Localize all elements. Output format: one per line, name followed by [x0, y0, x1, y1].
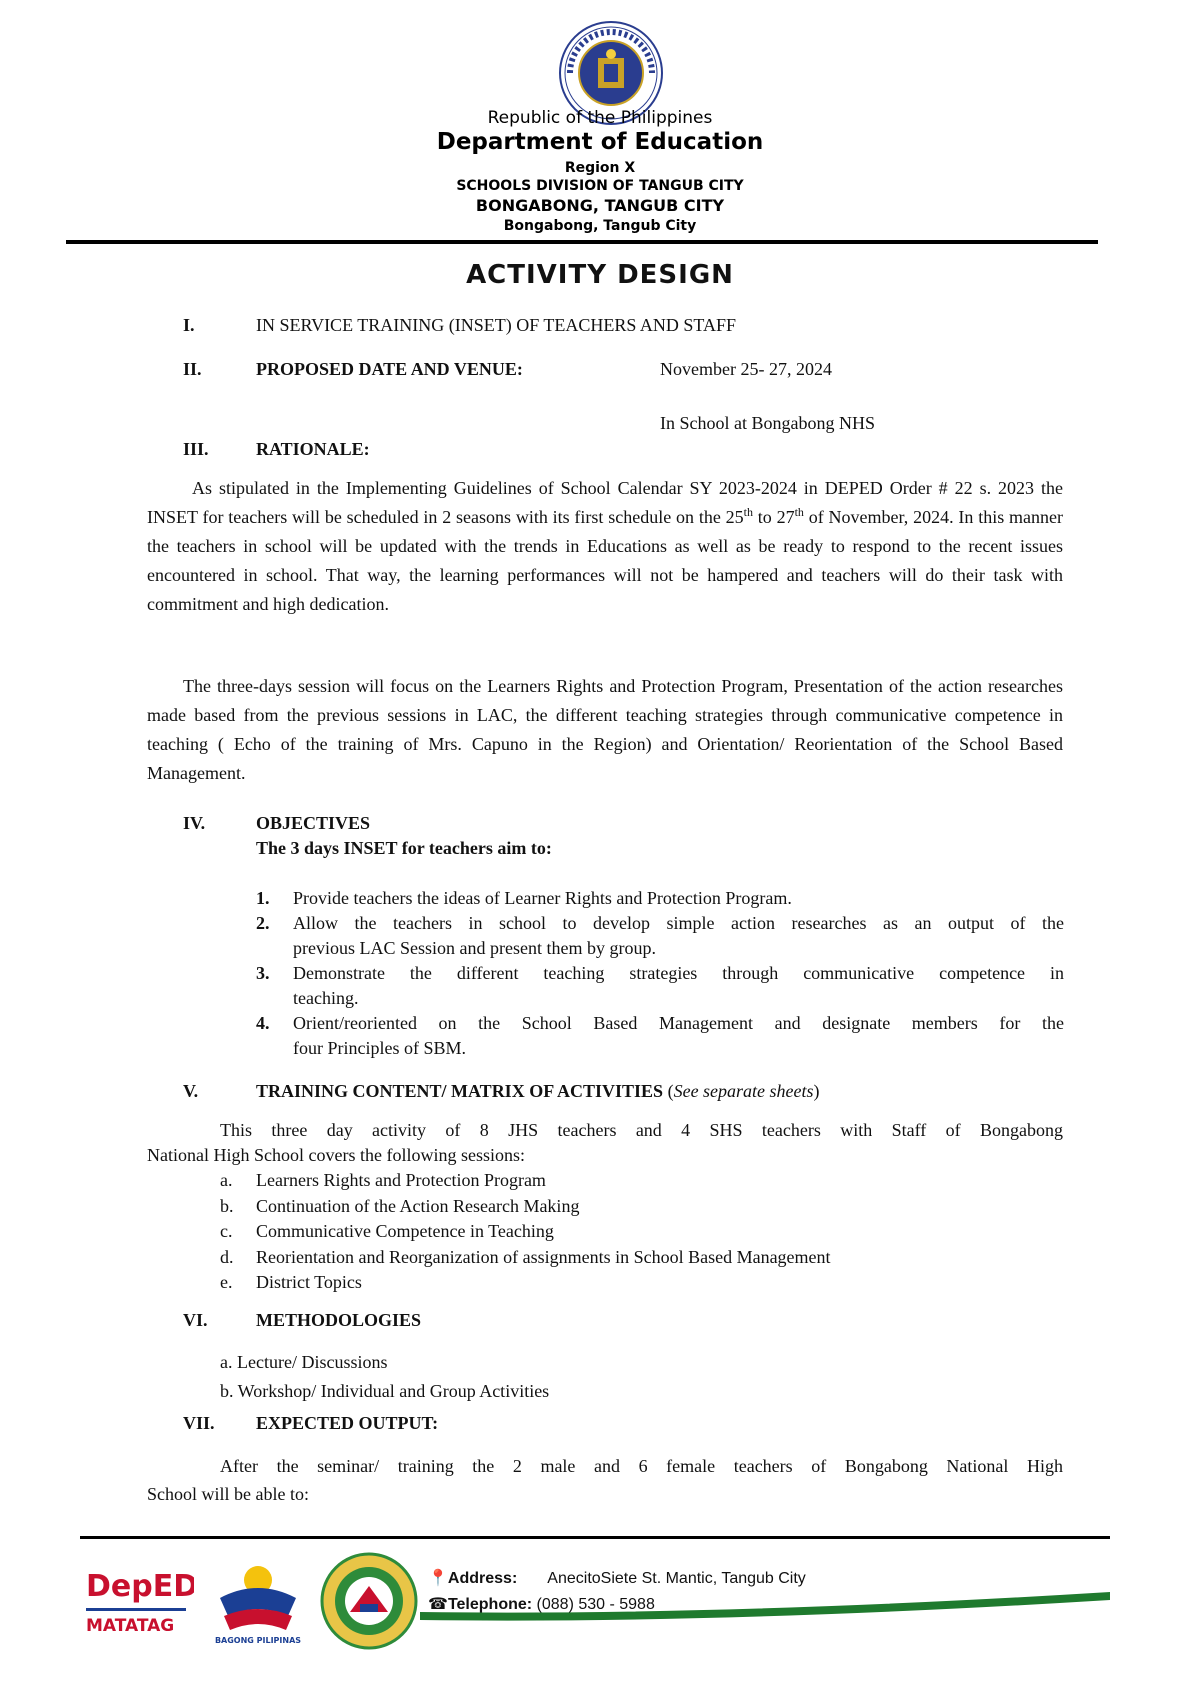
list-item-text-cont: teaching.	[293, 988, 359, 1008]
address-label: Address:	[447, 1570, 518, 1587]
list-item-letter: d.	[220, 1246, 234, 1267]
ordinal-suffix: th	[794, 505, 804, 519]
section-5-note: See separate sheets	[673, 1081, 814, 1101]
section-1-number: I.	[183, 315, 195, 335]
header-republic: Republic of the Philippines	[487, 108, 713, 128]
list-item	[256, 1013, 1064, 1063]
rationale-paragraph-1	[147, 474, 1063, 619]
list-item	[256, 913, 1064, 963]
paren-close: )	[813, 1081, 820, 1101]
footer-address	[428, 1568, 806, 1588]
ordinal-suffix: th	[743, 505, 753, 519]
list-item-number: 2.	[256, 913, 270, 933]
telephone-value: (088) 530 - 5988	[536, 1596, 655, 1613]
methodology-b: b. Workshop/ Individual and Group Activities	[220, 1381, 550, 1401]
section-7-title: EXPECTED OUTPUT:	[256, 1413, 439, 1433]
matatag-text: MATATAG	[86, 1616, 175, 1636]
list-item	[256, 888, 1064, 913]
section-5-number: V.	[183, 1081, 199, 1101]
list-item-text: Provide teachers the ideas of Learner Rights and Protection Program.	[293, 888, 792, 908]
list-item-text: Continuation of the Action Research Making	[256, 1195, 580, 1216]
school-seal	[320, 1552, 418, 1650]
rationale-paragraph-2: The three-days session will focus on the Learners Rights and Protection Program, Presentation of the action researches made based from the previous sessions in LAC, the different teaching strategies through communicative competence in teaching ( Echo of the training of Mrs. Capuno in the Region) and Orientation/ Reorientation of the School Based Management.	[147, 676, 1063, 783]
expected-output-paragraph: After the seminar/ training the 2 male and 6 female teachers of Bongabong National High	[220, 1456, 1063, 1476]
header-department: Department of Education	[436, 129, 764, 155]
list-item-number: 3.	[256, 963, 270, 983]
header-school: BONGABONG, TANGUB CITY	[475, 196, 725, 215]
location-pin-icon: 📍	[428, 1570, 448, 1587]
list-item-letter: b.	[220, 1195, 234, 1216]
training-content-paragraph: This three day activity of 8 JHS teachers and 4 SHS teachers with Staff of Bongabong	[220, 1120, 1063, 1140]
list-item-letter: c.	[220, 1221, 233, 1241]
proposed-venue: In School at Bongabong NHS	[660, 413, 875, 433]
proposed-date: November 25- 27, 2024	[660, 359, 832, 379]
telephone-label: Telephone:	[447, 1596, 533, 1613]
footer-divider	[80, 1536, 1110, 1539]
section-6-title: METHODOLOGIES	[256, 1310, 422, 1330]
section-7-number: VII.	[183, 1413, 215, 1433]
list-item-text: District Topics	[256, 1272, 362, 1292]
objectives-list	[256, 888, 1064, 1063]
expected-output-paragraph-cont: School will be able to:	[147, 1484, 309, 1504]
paren-open: (	[667, 1081, 674, 1101]
bagong-pilipinas-logo	[208, 1558, 308, 1646]
list-item-text: Learners Rights and Protection Program	[256, 1170, 546, 1190]
header-region: Region X	[564, 160, 636, 176]
list-item-text: Reorientation and Reorganization of assignments in School Based Management	[256, 1246, 831, 1267]
document-title: ACTIVITY DESIGN	[466, 260, 734, 290]
list-item-text: Communicative Competence in Teaching	[256, 1221, 554, 1241]
header-address: Bongabong, Tangub City	[503, 218, 697, 234]
list-item-text: Orient/reoriented on the School Based Management and designate members for the	[293, 1013, 1064, 1033]
section-3-title: RATIONALE:	[256, 439, 370, 459]
section-5-heading	[256, 1081, 820, 1102]
deped-matatag-logo	[84, 1556, 194, 1646]
section-2-title: PROPOSED DATE AND VENUE:	[256, 359, 523, 379]
telephone-icon: ☎	[428, 1596, 448, 1613]
list-item-number: 4.	[256, 1013, 270, 1033]
rationale-p1-mid: to 27	[752, 507, 795, 527]
section-5-title: TRAINING CONTENT/ MATRIX OF ACTIVITIES	[256, 1081, 664, 1101]
section-1-title: IN SERVICE TRAINING (INSET) OF TEACHERS AND STAFF	[256, 315, 736, 335]
list-item-text: Allow the teachers in school to develop simple action researches as an output of the	[293, 913, 1064, 933]
rationale-p1-rest: of November, 2024. In this manner the teachers in school will be updated with the trends in Educations as well as be ready to respond to the recent issues encountered in school. That way, the learning performances will not be hampered and teachers will do their task with commitment and high dedication.	[147, 507, 1063, 614]
methodology-a: a. Lecture/ Discussions	[220, 1352, 388, 1372]
training-content-paragraph-cont: National High School covers the following sessions:	[147, 1145, 525, 1165]
list-item-letter: a.	[220, 1170, 233, 1190]
list-item-text-cont: previous LAC Session and present them by group.	[293, 938, 656, 958]
list-item	[256, 963, 1064, 1013]
section-4-title: OBJECTIVES	[256, 813, 371, 833]
header-division: SCHOOLS DIVISION OF TANGUB CITY	[456, 178, 744, 194]
bagong-pilipinas-text: BAGONG PILIPINAS	[214, 1636, 302, 1645]
address-value: AnecitoSiete St. Mantic, Tangub City	[547, 1570, 806, 1587]
objectives-subtitle: The 3 days INSET for teachers aim to:	[256, 838, 552, 858]
section-2-number: II.	[183, 359, 202, 379]
list-item-letter: e.	[220, 1272, 233, 1292]
section-4-number: IV.	[183, 813, 206, 833]
list-item-number: 1.	[256, 888, 270, 908]
rationale-p1-lead: As stipulated in the Implementing Guidelines of School Calendar SY 2023-2024 in DEPED Order # 22 s. 2023 the INSET for teachers will be scheduled in 2 seasons with its first schedule on the 25	[147, 478, 1063, 527]
section-3-number: III.	[183, 439, 209, 459]
header-divider	[66, 240, 1098, 244]
footer-telephone	[428, 1594, 655, 1614]
section-6-number: VI.	[183, 1310, 208, 1330]
list-item-text: Demonstrate the different teaching strategies through communicative competence in	[293, 963, 1064, 983]
list-item-text-cont: four Principles of SBM.	[293, 1038, 466, 1058]
deped-logo-text: DepED	[86, 1569, 194, 1604]
